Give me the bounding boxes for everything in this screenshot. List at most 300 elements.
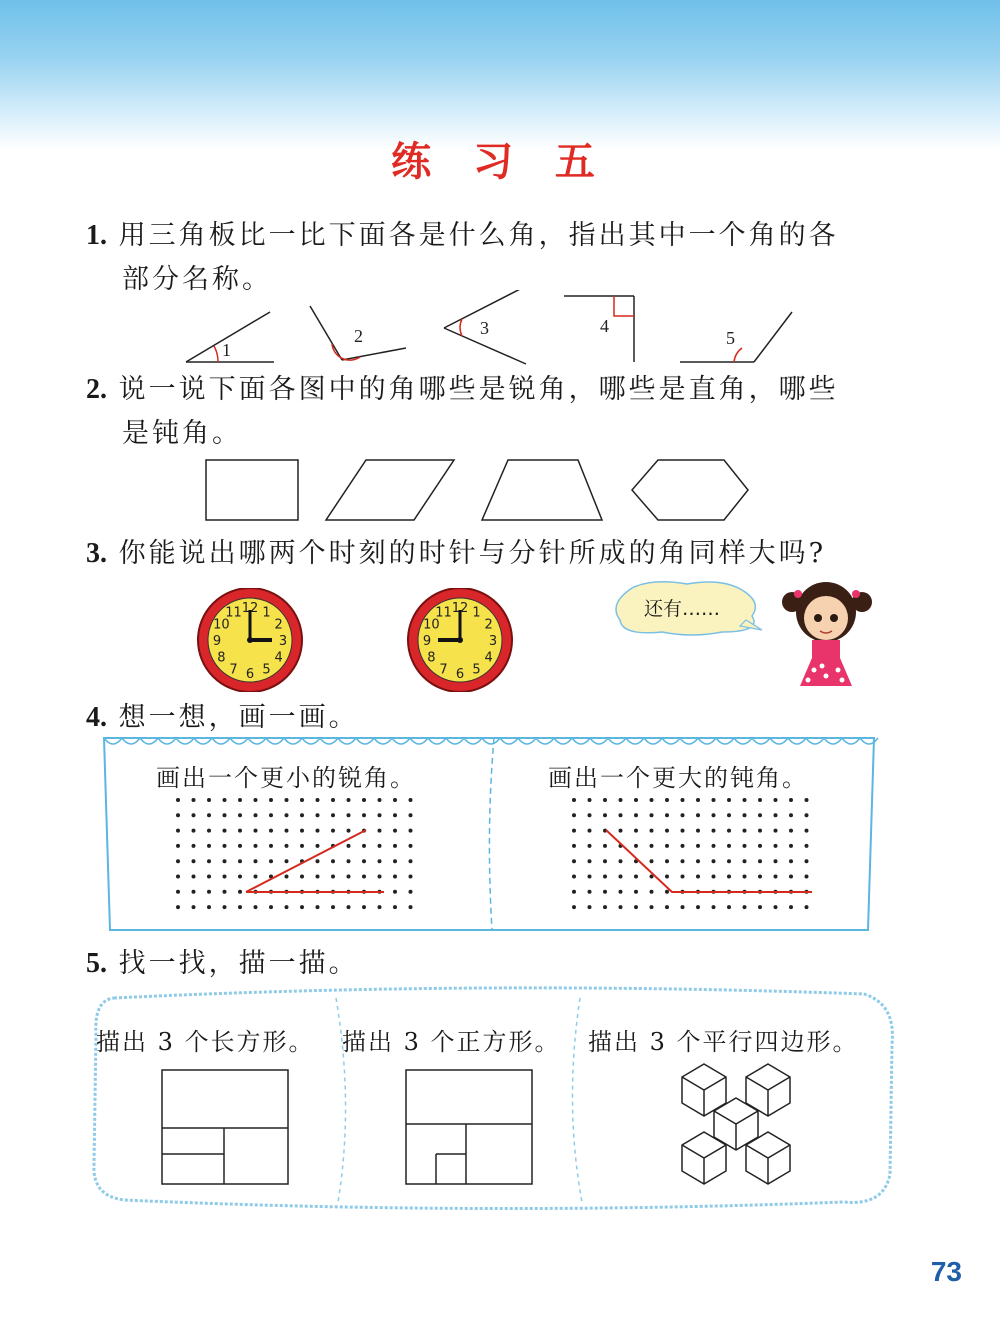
bubble-text: 还有…… (644, 598, 721, 620)
parallelogram-task-label: 描出 3 个平行四边形。 (588, 1028, 859, 1056)
rectangle-shape (206, 460, 298, 520)
grid-dot (727, 875, 731, 879)
grid-dot (758, 905, 762, 909)
grid-dot (789, 875, 793, 879)
grid-dot (665, 890, 669, 894)
grid-dot (393, 875, 397, 879)
grid-dot (409, 905, 413, 909)
grid-dot (665, 875, 669, 879)
grid-dot (409, 844, 413, 848)
grid-dot (316, 905, 320, 909)
grid-dot (347, 844, 351, 848)
grid-dot (409, 813, 413, 817)
grid-dot (362, 905, 366, 909)
grid-dot (774, 798, 778, 802)
angle-label: 5 (726, 328, 735, 348)
grid-dot (316, 859, 320, 863)
grid-dot (331, 875, 335, 879)
grid-dot (254, 829, 258, 833)
grid-dot (378, 829, 382, 833)
grid-dot (572, 813, 576, 817)
grid-dot (572, 875, 576, 879)
grid-dot (192, 905, 196, 909)
grid-dot (176, 813, 180, 817)
grid-dot (805, 875, 809, 879)
parallelogram-shape (326, 460, 454, 520)
grid-dot (300, 829, 304, 833)
girl-character (776, 574, 876, 690)
grid-dot (727, 813, 731, 817)
grid-dot (712, 875, 716, 879)
grid-dot (285, 859, 289, 863)
grid-dot (254, 813, 258, 817)
squares-figure (402, 1066, 536, 1188)
page-title: 练 习 五 (391, 139, 609, 185)
grid-dot (774, 905, 778, 909)
grid-dot (176, 905, 180, 909)
right-task-label: 画出一个更大的钝角。 (548, 764, 808, 792)
grid-dot (238, 875, 242, 879)
grid-dot (238, 844, 242, 848)
grid-dot (347, 905, 351, 909)
grid-dot (362, 859, 366, 863)
grid-dot (603, 813, 607, 817)
grid-dot (665, 813, 669, 817)
grid-dot (223, 813, 227, 817)
grid-dot (758, 859, 762, 863)
grid-dot (665, 829, 669, 833)
grid-dot (192, 875, 196, 879)
grid-dot (650, 829, 654, 833)
grid-dot (743, 813, 747, 817)
grid-dot (316, 844, 320, 848)
grid-dot (805, 905, 809, 909)
grid-dot (774, 829, 778, 833)
grid-dot (619, 813, 623, 817)
grid-dot (176, 829, 180, 833)
grid-dot (712, 813, 716, 817)
grid-dot (409, 859, 413, 863)
grid-dot (207, 875, 211, 879)
hexagon-shape (632, 460, 748, 520)
grid-dot (300, 905, 304, 909)
grid-dot (588, 905, 592, 909)
angle-label: 2 (354, 326, 363, 346)
grid-dot (238, 829, 242, 833)
grid-dot (572, 859, 576, 863)
grid-dot (362, 798, 366, 802)
grid-dot (192, 813, 196, 817)
grid-dot (331, 905, 335, 909)
grid-dot (789, 905, 793, 909)
grid-dot (176, 875, 180, 879)
grid-dot (362, 875, 366, 879)
square-task-label: 描出 3 个正方形。 (342, 1028, 561, 1056)
grid-dot (603, 844, 607, 848)
grid-dot (223, 798, 227, 802)
clock-number: 6 (245, 667, 255, 682)
grid-dot (176, 798, 180, 802)
grid-dot (223, 844, 227, 848)
rectangle-task-label: 描出 3 个长方形。 (96, 1028, 315, 1056)
grid-dot (207, 798, 211, 802)
grid-dot (696, 844, 700, 848)
grid-dot (316, 875, 320, 879)
grid-dot (588, 813, 592, 817)
grid-dot (588, 798, 592, 802)
grid-dot (331, 813, 335, 817)
grid-dot (712, 829, 716, 833)
grid-dot (316, 798, 320, 802)
grid-dot (634, 890, 638, 894)
grid-dot (727, 844, 731, 848)
grid-dot (393, 798, 397, 802)
grid-dot (269, 905, 273, 909)
grid-dot (254, 844, 258, 848)
dot-grid-left (166, 792, 426, 918)
angle-label: 4 (600, 316, 609, 336)
question-2 (86, 368, 839, 412)
clock-icon (198, 588, 302, 692)
grid-dot (727, 829, 731, 833)
cube-edge (714, 1111, 758, 1124)
grid-dot (634, 844, 638, 848)
grid-dot (285, 798, 289, 802)
grid-dot (269, 859, 273, 863)
grid-dot (572, 829, 576, 833)
grid-dot (603, 875, 607, 879)
clock-number: 7 (439, 662, 448, 678)
clock-number: 3 (278, 634, 288, 649)
clock-number: 12 (241, 601, 259, 616)
grid-dot (681, 829, 685, 833)
trapezoid-shape (482, 460, 602, 520)
angle-label: 3 (480, 318, 489, 338)
grid-dot (362, 844, 366, 848)
clock-number: 10 (423, 617, 440, 633)
grid-dot (254, 875, 258, 879)
grid-dot (665, 859, 669, 863)
grid-dot (393, 813, 397, 817)
grid-dot (665, 844, 669, 848)
grid-dot (331, 798, 335, 802)
clock-number: 6 (455, 667, 465, 682)
grid-dot (238, 859, 242, 863)
question-5 (86, 942, 359, 986)
cube-edge (682, 1145, 726, 1158)
grid-dot (254, 859, 258, 863)
clock-number: 8 (217, 650, 226, 666)
grid-dot (789, 844, 793, 848)
grid-dot (238, 890, 242, 894)
grid-dot (254, 905, 258, 909)
grid-dot (696, 875, 700, 879)
grid-dot (393, 905, 397, 909)
grid-dot (774, 859, 778, 863)
grid-dot (681, 905, 685, 909)
grid-dot (712, 798, 716, 802)
sky-banner (0, 0, 1000, 150)
clock-number: 11 (435, 605, 452, 621)
grid-dot (238, 813, 242, 817)
grid-dot (665, 798, 669, 802)
clock-number: 11 (225, 605, 242, 621)
grid-dot (393, 844, 397, 848)
grid-dot (588, 875, 592, 879)
grid-dot (393, 829, 397, 833)
grid-dot (696, 829, 700, 833)
grid-dot (650, 813, 654, 817)
grid-dot (572, 890, 576, 894)
grid-dot (223, 829, 227, 833)
grid-dot (223, 890, 227, 894)
grid-dot (696, 813, 700, 817)
grid-dot (758, 829, 762, 833)
grid-dot (758, 813, 762, 817)
grid-dot (300, 813, 304, 817)
clocks (190, 588, 530, 692)
grid-dot (331, 859, 335, 863)
grid-dot (347, 829, 351, 833)
grid-dot (316, 813, 320, 817)
grid-dot (650, 905, 654, 909)
grid-dot (650, 844, 654, 848)
grid-dot (572, 844, 576, 848)
clock-number: 4 (274, 650, 283, 666)
grid-dot (743, 829, 747, 833)
grid-dot (634, 798, 638, 802)
clock-icon (408, 588, 512, 692)
grid-dot (681, 875, 685, 879)
grid-dot (712, 859, 716, 863)
grid-dot (269, 798, 273, 802)
grid-dot (774, 875, 778, 879)
grid-dot (727, 798, 731, 802)
angle-figure (564, 296, 634, 362)
grid-dot (712, 844, 716, 848)
cube-edge (682, 1077, 726, 1090)
grid-dot (650, 859, 654, 863)
parallelograms-figure (672, 1060, 802, 1188)
grid-dot (758, 798, 762, 802)
grid-dot (727, 859, 731, 863)
question-text: 想一想，画一画。 (118, 702, 359, 733)
clock-number: 2 (484, 617, 493, 633)
grid-dot (743, 844, 747, 848)
question-1 (86, 214, 839, 258)
question-number: 2. (86, 374, 107, 405)
clock-number: 12 (451, 601, 469, 616)
question-3 (86, 532, 826, 576)
grid-dot (603, 798, 607, 802)
left-task-label: 画出一个更小的锐角。 (156, 764, 416, 792)
shape-figures (190, 454, 770, 530)
grid-dot (681, 813, 685, 817)
grid-dot (207, 859, 211, 863)
grid-dot (409, 798, 413, 802)
question-2-line2: 是钝角。 (122, 418, 242, 449)
grid-dot (619, 875, 623, 879)
grid-dot (192, 798, 196, 802)
grid-dot (378, 905, 382, 909)
grid-dot (805, 859, 809, 863)
clock-number: 1 (472, 605, 481, 621)
grid-dot (634, 905, 638, 909)
grid-dot (378, 844, 382, 848)
grid-dot (207, 844, 211, 848)
grid-dot (681, 798, 685, 802)
question-number: 1. (86, 220, 107, 251)
grid-dot (634, 829, 638, 833)
grid-dot (192, 859, 196, 863)
grid-dot (378, 859, 382, 863)
grid-dot (665, 905, 669, 909)
grid-dot (758, 844, 762, 848)
grid-dot (331, 829, 335, 833)
grid-dot (207, 905, 211, 909)
angle-label: 1 (222, 340, 231, 360)
grid-dot (207, 890, 211, 894)
grid-dot (409, 875, 413, 879)
grid-dot (603, 890, 607, 894)
grid-dot (650, 798, 654, 802)
grid-dot (393, 859, 397, 863)
grid-dot (300, 844, 304, 848)
grid-dot (789, 829, 793, 833)
grid-dot (789, 813, 793, 817)
grid-dot (681, 844, 685, 848)
grid-dot (347, 813, 351, 817)
grid-dot (223, 905, 227, 909)
clock-number: 5 (262, 662, 271, 678)
grid-dot (619, 890, 623, 894)
clock-number: 5 (472, 662, 481, 678)
grid-dot (696, 798, 700, 802)
grid-dot (696, 859, 700, 863)
grid-dot (743, 798, 747, 802)
grid-dot (347, 798, 351, 802)
grid-dot (238, 905, 242, 909)
clock-number: 9 (422, 634, 432, 649)
clock-number: 8 (427, 650, 436, 666)
question-number: 3. (86, 538, 107, 569)
grid-dot (588, 859, 592, 863)
angle-figure (680, 312, 792, 362)
clock-number: 3 (488, 634, 498, 649)
grid-dot (409, 829, 413, 833)
grid-dot (603, 905, 607, 909)
grid-dot (285, 813, 289, 817)
grid-dot (789, 798, 793, 802)
grid-dot (254, 798, 258, 802)
clock-number: 10 (213, 617, 230, 633)
clock-number: 9 (212, 634, 222, 649)
grid-dot (269, 844, 273, 848)
grid-dot (774, 813, 778, 817)
grid-dot (362, 813, 366, 817)
grid-dot (681, 859, 685, 863)
question-text: 你能说出哪两个时刻的时针与分针所成的角同样大吗? (118, 538, 827, 569)
grid-dot (238, 798, 242, 802)
grid-dot (650, 890, 654, 894)
grid-dot (378, 798, 382, 802)
cube-edge (746, 1077, 790, 1090)
grid-dot (805, 844, 809, 848)
grid-dot (758, 875, 762, 879)
grid-dot (588, 890, 592, 894)
grid-dot (619, 798, 623, 802)
grid-dot (743, 875, 747, 879)
question-1-line2: 部分名称。 (122, 264, 272, 295)
cube-edge (746, 1145, 790, 1158)
clock-number: 1 (262, 605, 271, 621)
grid-dot (805, 813, 809, 817)
grid-dot (285, 829, 289, 833)
grid-dot (572, 905, 576, 909)
grid-dot (743, 859, 747, 863)
grid-dot (619, 905, 623, 909)
grid-dot (572, 798, 576, 802)
speech-bubble (612, 580, 762, 638)
grid-dot (619, 829, 623, 833)
grid-dot (176, 844, 180, 848)
grid-dot (285, 875, 289, 879)
dot-grid-right (562, 792, 822, 918)
question-text: 说一说下面各图中的角哪些是锐角，哪些是直角，哪些 (118, 374, 839, 405)
grid-dot (285, 905, 289, 909)
grid-dot (805, 829, 809, 833)
grid-dot (634, 875, 638, 879)
grid-dot (696, 905, 700, 909)
grid-dot (300, 798, 304, 802)
page-number: 73 (930, 1256, 962, 1287)
grid-dot (347, 875, 351, 879)
grid-dot (588, 844, 592, 848)
grid-dot (207, 829, 211, 833)
grid-dot (192, 844, 196, 848)
grid-dot (789, 859, 793, 863)
grid-dot (223, 859, 227, 863)
grid-dot (378, 813, 382, 817)
grid-dot (223, 875, 227, 879)
grid-dot (192, 829, 196, 833)
grid-dot (634, 813, 638, 817)
grid-dot (300, 875, 304, 879)
grid-dot (176, 859, 180, 863)
grid-dot (743, 905, 747, 909)
grid-dot (192, 890, 196, 894)
grid-dot (378, 875, 382, 879)
angle-figures (170, 290, 830, 370)
clock-number: 4 (484, 650, 493, 666)
grid-dot (712, 905, 716, 909)
grid-dot (347, 859, 351, 863)
question-text: 找一找，描一描。 (118, 948, 359, 979)
clock-number: 2 (274, 617, 283, 633)
grid-dot (269, 813, 273, 817)
clock-number: 7 (229, 662, 238, 678)
grid-dot (774, 844, 778, 848)
grid-dot (269, 829, 273, 833)
question-text: 用三角板比一比下面各是什么角，指出其中一个角的各 (118, 220, 839, 251)
question-number: 4. (86, 702, 107, 733)
question-number: 5. (86, 948, 107, 979)
grid-dot (588, 829, 592, 833)
grid-dot (285, 844, 289, 848)
grid-dot (207, 813, 211, 817)
grid-dot (393, 890, 397, 894)
grid-dot (805, 798, 809, 802)
